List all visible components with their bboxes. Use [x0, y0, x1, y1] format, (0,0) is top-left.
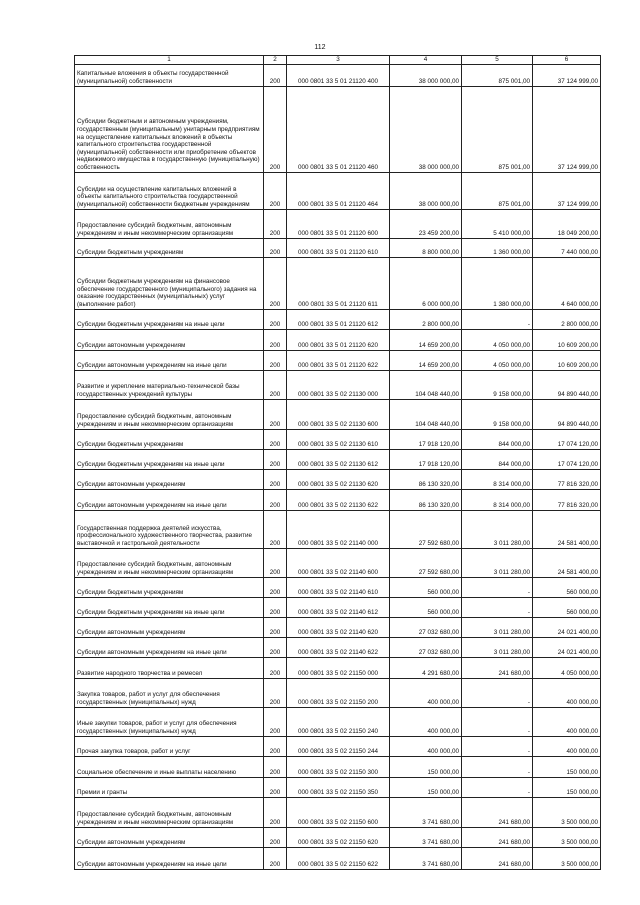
- row-code: 000 0801 33 5 01 21120 464: [287, 172, 390, 209]
- row-value-4: 27 592 680,00: [390, 510, 462, 548]
- row-value-4: 14 659 200,00: [390, 350, 462, 370]
- row-code: 000 0801 33 5 02 21130 612: [287, 449, 390, 469]
- row-code: 000 0801 33 5 02 21150 620: [287, 827, 390, 847]
- row-value-5: 844 000,00: [462, 429, 533, 449]
- row-value-5: 3 011 280,00: [462, 637, 533, 657]
- row-value-5: 844 000,00: [462, 449, 533, 469]
- row-value-4: 560 000,00: [390, 577, 462, 597]
- row-value-5: -: [462, 309, 533, 329]
- row-column-2: 200: [264, 548, 287, 577]
- row-value-5: 8 314 000,00: [462, 469, 533, 489]
- row-column-2: 200: [264, 429, 287, 449]
- row-value-6: 150 000,00: [533, 777, 601, 797]
- row-value-5: 875 001,00: [462, 172, 533, 209]
- table-row: [75, 309, 601, 329]
- row-value-6: 3 500 000,00: [533, 797, 601, 827]
- table-row: [75, 329, 601, 350]
- row-column-2: 200: [264, 777, 287, 797]
- row-column-2: 200: [264, 847, 287, 869]
- row-column-2: 200: [264, 797, 287, 827]
- table-row: [75, 238, 601, 257]
- column-header: 3: [287, 56, 390, 65]
- row-column-2: 200: [264, 329, 287, 350]
- row-name: Субсидии бюджетным учреждениям на иные цели: [75, 449, 264, 469]
- row-value-6: 2 800 000,00: [533, 309, 601, 329]
- table-row: [75, 756, 601, 777]
- row-value-5: 8 314 000,00: [462, 489, 533, 510]
- table-row: [75, 548, 601, 577]
- row-code: 000 0801 33 5 02 21140 612: [287, 597, 390, 617]
- row-code: 000 0801 33 5 02 21150 600: [287, 797, 390, 827]
- row-value-4: 38 000 000,00: [390, 172, 462, 209]
- row-code: 000 0801 33 5 02 21150 200: [287, 678, 390, 707]
- row-name: Государственная поддержка деятелей искусства, профессионального художественного творчества, развитие выставочной и гастрольной деятельности: [75, 510, 264, 548]
- row-column-2: 200: [264, 678, 287, 707]
- row-name: Развитие народного творчества и ремесел: [75, 657, 264, 678]
- row-column-2: 200: [264, 309, 287, 329]
- row-name: Предоставление субсидий бюджетным, автономным учреждениям и иным некоммерческим организациям: [75, 399, 264, 429]
- table-row: [75, 449, 601, 469]
- row-column-2: 200: [264, 172, 287, 209]
- row-value-5: -: [462, 577, 533, 597]
- row-code: 000 0801 33 5 01 21120 611: [287, 257, 390, 309]
- row-value-6: 150 000,00: [533, 756, 601, 777]
- row-column-2: 200: [264, 736, 287, 756]
- table-row: [75, 707, 601, 736]
- table-row: [75, 597, 601, 617]
- row-column-2: 200: [264, 657, 287, 678]
- row-code: 000 0801 33 5 02 21150 244: [287, 736, 390, 756]
- row-value-4: 560 000,00: [390, 597, 462, 617]
- row-column-2: 200: [264, 489, 287, 510]
- row-column-2: 200: [264, 510, 287, 548]
- row-value-4: 23 459 200,00: [390, 209, 462, 238]
- row-name: Субсидии автономным учреждениям на иные цели: [75, 489, 264, 510]
- row-name: Субсидии автономным учреждениям: [75, 469, 264, 489]
- row-code: 000 0801 33 5 02 21130 620: [287, 469, 390, 489]
- row-value-6: 94 890 440,00: [533, 399, 601, 429]
- row-code: 000 0801 33 5 02 21130 600: [287, 399, 390, 429]
- row-value-4: 4 291 680,00: [390, 657, 462, 678]
- row-value-6: 18 049 200,00: [533, 209, 601, 238]
- row-value-4: 400 000,00: [390, 736, 462, 756]
- row-value-5: 241 680,00: [462, 847, 533, 869]
- row-code: 000 0801 33 5 02 21130 610: [287, 429, 390, 449]
- row-value-5: 875 001,00: [462, 86, 533, 172]
- row-name: Субсидии бюджетным учреждениям: [75, 238, 264, 257]
- row-value-4: 3 741 680,00: [390, 847, 462, 869]
- row-name: Субсидии автономным учреждениям: [75, 329, 264, 350]
- column-header: 2: [264, 56, 287, 65]
- table-row: [75, 827, 601, 847]
- row-code: 000 0801 33 5 01 21120 622: [287, 350, 390, 370]
- table-row: [75, 637, 601, 657]
- row-value-5: 4 050 000,00: [462, 350, 533, 370]
- row-column-2: 200: [264, 637, 287, 657]
- row-value-4: 400 000,00: [390, 707, 462, 736]
- row-value-6: 10 609 200,00: [533, 350, 601, 370]
- row-value-5: 3 011 280,00: [462, 510, 533, 548]
- row-column-2: 200: [264, 577, 287, 597]
- row-name: Субсидии бюджетным учреждениям на иные цели: [75, 597, 264, 617]
- row-value-4: 104 048 440,00: [390, 370, 462, 399]
- row-value-4: 17 918 120,00: [390, 449, 462, 469]
- table-row: [75, 797, 601, 827]
- row-value-5: -: [462, 707, 533, 736]
- row-value-6: 94 890 440,00: [533, 370, 601, 399]
- row-value-5: 241 680,00: [462, 657, 533, 678]
- row-value-4: 17 918 120,00: [390, 429, 462, 449]
- row-value-4: 38 000 000,00: [390, 86, 462, 172]
- table-row: [75, 736, 601, 756]
- row-column-2: 200: [264, 238, 287, 257]
- row-name: Субсидии бюджетным учреждениям на иные цели: [75, 309, 264, 329]
- row-column-2: 200: [264, 449, 287, 469]
- table-row: [75, 172, 601, 209]
- column-header: 5: [462, 56, 533, 65]
- row-value-6: 17 074 120,00: [533, 449, 601, 469]
- row-column-2: 200: [264, 707, 287, 736]
- row-value-4: 2 800 000,00: [390, 309, 462, 329]
- row-value-6: 400 000,00: [533, 678, 601, 707]
- row-value-6: 4 050 000,00: [533, 657, 601, 678]
- row-code: 000 0801 33 5 02 21140 000: [287, 510, 390, 548]
- row-value-5: 9 158 000,00: [462, 399, 533, 429]
- row-name: Иные закупки товаров, работ и услуг для обеспечения государственных (муниципальных) нужд: [75, 707, 264, 736]
- row-name: Субсидии на осуществление капитальных вложений в объекты капитального строительства государственной (муниципальной) собственности бюджетным учреждениям: [75, 172, 264, 209]
- row-value-6: 24 581 400,00: [533, 510, 601, 548]
- row-value-4: 150 000,00: [390, 756, 462, 777]
- table-row: [75, 399, 601, 429]
- row-name: Субсидии автономным учреждениям на иные цели: [75, 637, 264, 657]
- row-value-4: 27 032 680,00: [390, 617, 462, 637]
- row-value-5: -: [462, 777, 533, 797]
- row-value-6: 4 640 000,00: [533, 257, 601, 309]
- row-name: Предоставление субсидий бюджетным, автономным учреждениям и иным некоммерческим организациям: [75, 797, 264, 827]
- column-header-row: [75, 56, 601, 65]
- row-value-4: 150 000,00: [390, 777, 462, 797]
- row-value-6: 560 000,00: [533, 597, 601, 617]
- row-name: Субсидии автономным учреждениям на иные цели: [75, 847, 264, 869]
- row-code: 000 0801 33 5 01 21120 610: [287, 238, 390, 257]
- row-value-4: 3 741 680,00: [390, 797, 462, 827]
- column-header: 1: [75, 56, 264, 65]
- row-code: 000 0801 33 5 02 21140 600: [287, 548, 390, 577]
- row-code: 000 0801 33 5 01 21120 460: [287, 86, 390, 172]
- row-code: 000 0801 33 5 02 21150 622: [287, 847, 390, 869]
- row-value-5: 1 360 000,00: [462, 238, 533, 257]
- table-row: [75, 429, 601, 449]
- row-code: 000 0801 33 5 02 21130 622: [287, 489, 390, 510]
- row-value-4: 8 800 000,00: [390, 238, 462, 257]
- row-name: Субсидии автономным учреждениям на иные цели: [75, 350, 264, 370]
- row-value-5: 241 680,00: [462, 797, 533, 827]
- row-value-6: 3 500 000,00: [533, 847, 601, 869]
- budget-table: [74, 55, 601, 870]
- row-value-5: 5 410 000,00: [462, 209, 533, 238]
- row-value-6: 37 124 999,00: [533, 64, 601, 86]
- row-value-4: 86 130 320,00: [390, 489, 462, 510]
- row-name: Капитальные вложения в объекты государственной (муниципальной) собственности: [75, 64, 264, 86]
- row-column-2: 200: [264, 756, 287, 777]
- table-row: [75, 469, 601, 489]
- row-code: 000 0801 33 5 01 21120 612: [287, 309, 390, 329]
- row-value-6: 77 816 320,00: [533, 469, 601, 489]
- table-row: [75, 577, 601, 597]
- row-column-2: 200: [264, 469, 287, 489]
- row-value-6: 400 000,00: [533, 707, 601, 736]
- row-name: Премии и гранты: [75, 777, 264, 797]
- row-value-4: 86 130 320,00: [390, 469, 462, 489]
- row-column-2: 200: [264, 827, 287, 847]
- row-code: 000 0801 33 5 02 21130 000: [287, 370, 390, 399]
- row-value-4: 27 592 680,00: [390, 548, 462, 577]
- row-value-5: 1 380 000,00: [462, 257, 533, 309]
- row-name: Социальное обеспечение и иные выплаты населению: [75, 756, 264, 777]
- row-value-6: 24 581 400,00: [533, 548, 601, 577]
- row-column-2: 200: [264, 257, 287, 309]
- table-row: [75, 657, 601, 678]
- row-column-2: 200: [264, 617, 287, 637]
- row-name: Субсидии бюджетным учреждениям: [75, 577, 264, 597]
- row-value-5: -: [462, 597, 533, 617]
- row-value-6: 77 816 320,00: [533, 489, 601, 510]
- row-value-6: 17 074 120,00: [533, 429, 601, 449]
- row-value-6: 560 000,00: [533, 577, 601, 597]
- table-row: [75, 617, 601, 637]
- row-value-4: 27 032 680,00: [390, 637, 462, 657]
- row-column-2: 200: [264, 399, 287, 429]
- row-value-6: 7 440 000,00: [533, 238, 601, 257]
- row-value-4: 38 000 000,00: [390, 64, 462, 86]
- table-row: [75, 64, 601, 86]
- row-value-4: 3 741 680,00: [390, 827, 462, 847]
- row-code: 000 0801 33 5 02 21150 300: [287, 756, 390, 777]
- row-name: Субсидии автономным учреждениям: [75, 617, 264, 637]
- row-value-5: -: [462, 756, 533, 777]
- row-column-2: 200: [264, 86, 287, 172]
- row-value-6: 37 124 999,00: [533, 86, 601, 172]
- table-row: [75, 777, 601, 797]
- table-row: [75, 209, 601, 238]
- row-value-6: 24 021 400,00: [533, 637, 601, 657]
- row-code: 000 0801 33 5 01 21120 600: [287, 209, 390, 238]
- row-name: Предоставление субсидий бюджетным, автономным учреждениям и иным некоммерческим организациям: [75, 548, 264, 577]
- table-row: [75, 847, 601, 869]
- row-name: Субсидии бюджетным и автономным учреждениям, государственным (муниципальным) унитарным предприятиям на осуществление капитальных вложений в объекты капитального строительства государственной (муниципальной) собственности или приобретение объектов недвижимого имущества в государственную (муниципальную) собственность: [75, 86, 264, 172]
- table-row: [75, 489, 601, 510]
- row-value-5: -: [462, 678, 533, 707]
- row-value-5: 241 680,00: [462, 827, 533, 847]
- row-name: Прочая закупка товаров, работ и услуг: [75, 736, 264, 756]
- row-value-4: 400 000,00: [390, 678, 462, 707]
- table-row: [75, 350, 601, 370]
- row-name: Развитие и укрепление материально-технической базы государственных учреждений культуры: [75, 370, 264, 399]
- row-value-6: 24 021 400,00: [533, 617, 601, 637]
- row-name: Закупка товаров, работ и услуг для обеспечения государственных (муниципальных) нужд: [75, 678, 264, 707]
- row-column-2: 200: [264, 597, 287, 617]
- row-name: Субсидии бюджетным учреждениям: [75, 429, 264, 449]
- row-value-5: 4 050 000,00: [462, 329, 533, 350]
- row-value-5: 3 011 280,00: [462, 617, 533, 637]
- row-column-2: 200: [264, 370, 287, 399]
- row-code: 000 0801 33 5 02 21150 350: [287, 777, 390, 797]
- row-code: 000 0801 33 5 01 21120 620: [287, 329, 390, 350]
- row-value-6: 37 124 999,00: [533, 172, 601, 209]
- row-column-2: 200: [264, 64, 287, 86]
- row-value-5: 875 001,00: [462, 64, 533, 86]
- row-column-2: 200: [264, 209, 287, 238]
- row-value-6: 400 000,00: [533, 736, 601, 756]
- row-value-6: 3 500 000,00: [533, 827, 601, 847]
- row-code: 000 0801 33 5 02 21150 240: [287, 707, 390, 736]
- row-value-4: 6 000 000,00: [390, 257, 462, 309]
- row-column-2: 200: [264, 350, 287, 370]
- row-value-5: 3 011 280,00: [462, 548, 533, 577]
- table-row: [75, 678, 601, 707]
- row-code: 000 0801 33 5 02 21140 622: [287, 637, 390, 657]
- column-header: 4: [390, 56, 462, 65]
- row-code: 000 0801 33 5 02 21150 000: [287, 657, 390, 678]
- row-name: Субсидии бюджетным учреждениям на финансовое обеспечение государственного (муниципального) задания на оказание государственных (муниципальных) услуг (выполнение работ): [75, 257, 264, 309]
- row-value-6: 10 609 200,00: [533, 329, 601, 350]
- row-code: 000 0801 33 5 01 21120 400: [287, 64, 390, 86]
- row-name: Предоставление субсидий бюджетным, автономным учреждениям и иным некоммерческим организациям: [75, 209, 264, 238]
- row-name: Субсидии автономным учреждениям: [75, 827, 264, 847]
- table-row: [75, 510, 601, 548]
- table-row: [75, 257, 601, 309]
- row-value-4: 14 659 200,00: [390, 329, 462, 350]
- table-row: [75, 370, 601, 399]
- row-code: 000 0801 33 5 02 21140 620: [287, 617, 390, 637]
- row-value-4: 104 048 440,00: [390, 399, 462, 429]
- table-row: [75, 86, 601, 172]
- column-header: 6: [533, 56, 601, 65]
- page-number: 112: [314, 44, 326, 51]
- row-value-5: -: [462, 736, 533, 756]
- row-code: 000 0801 33 5 02 21140 610: [287, 577, 390, 597]
- row-value-5: 9 158 000,00: [462, 370, 533, 399]
